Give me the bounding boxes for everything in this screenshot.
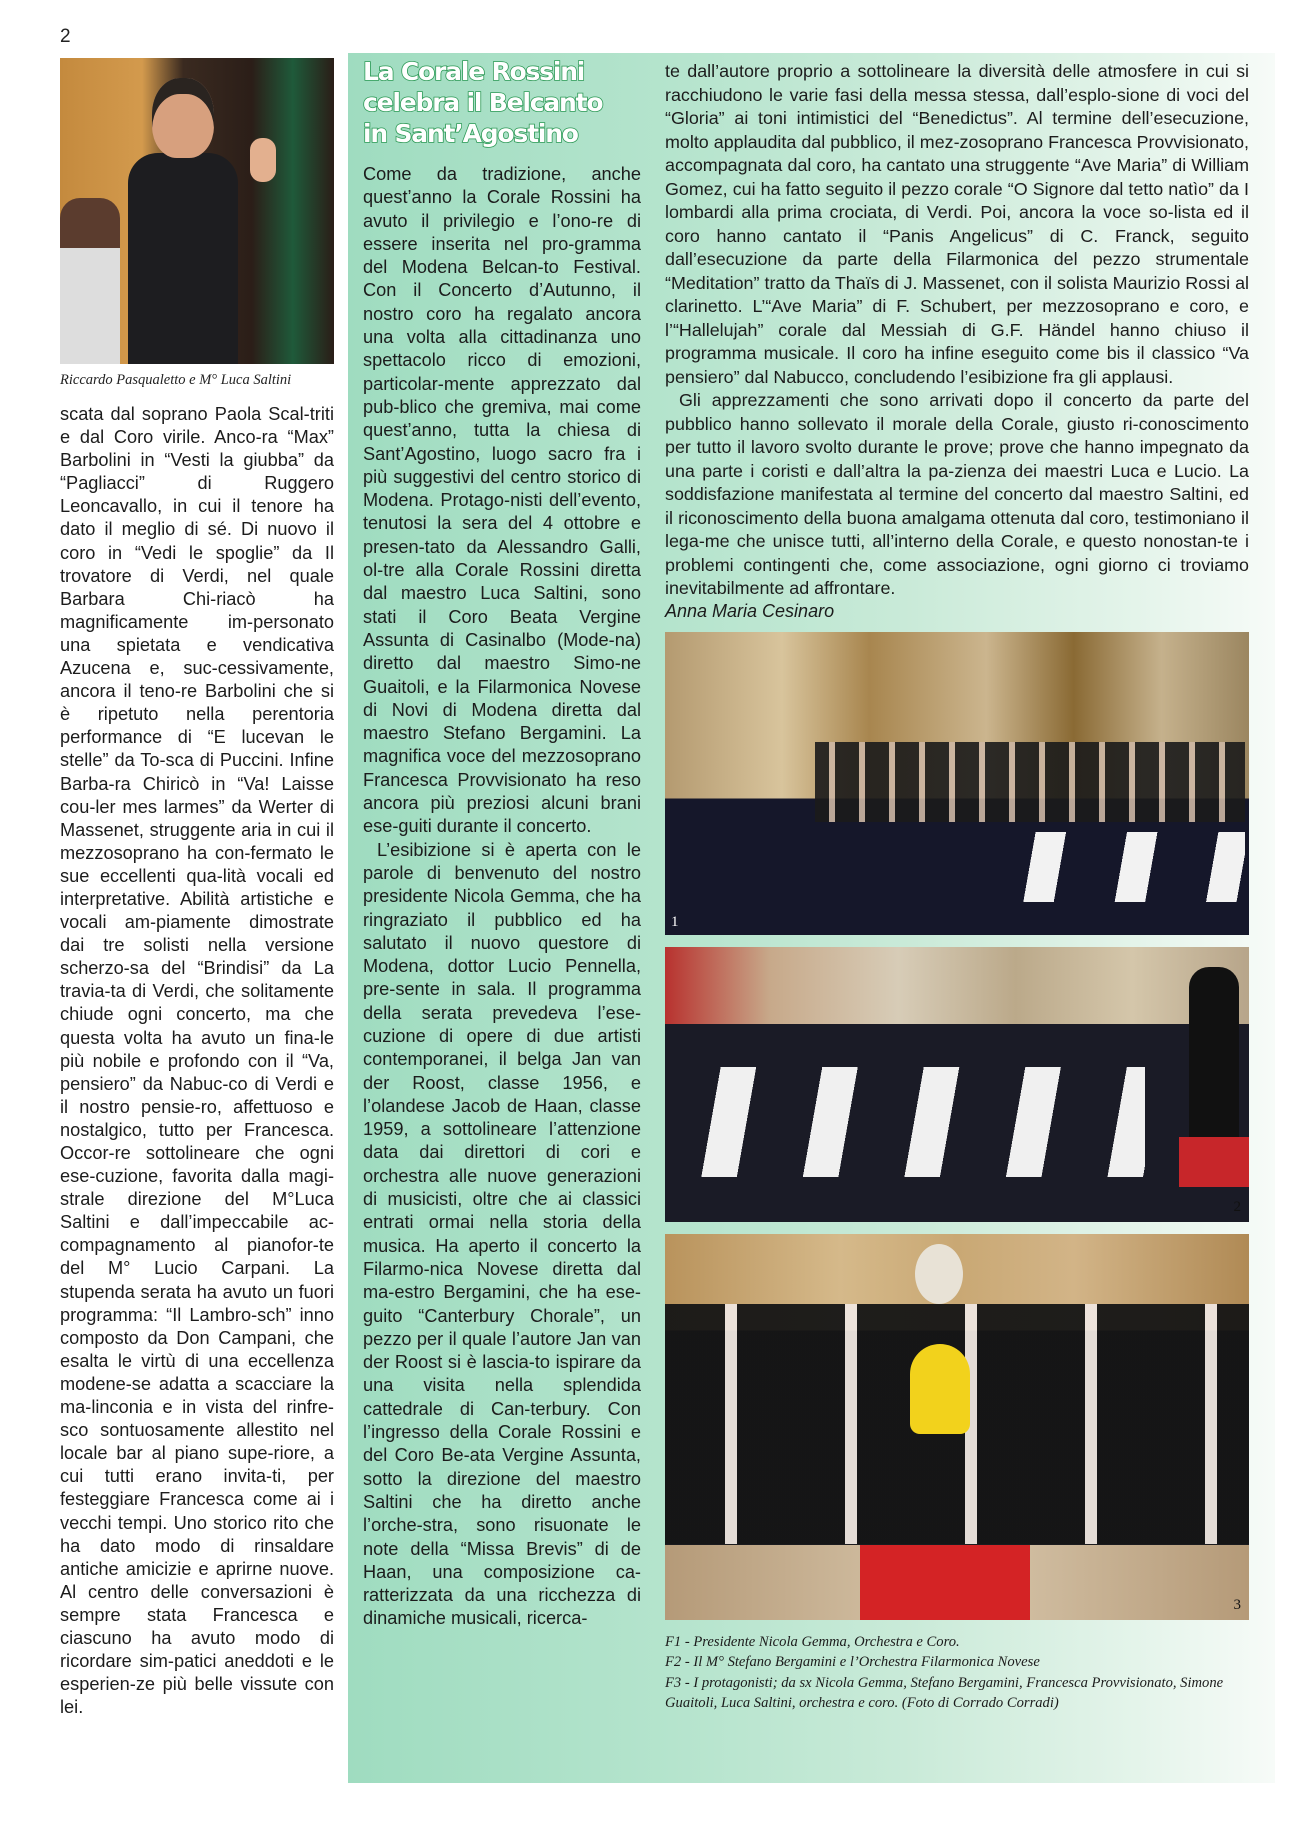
photo-2 xyxy=(665,947,1249,1222)
caption-f2: F2 - Il M° Stefano Bergamini e l’Orchestra Filarmonica Novese xyxy=(665,1654,1040,1670)
title-line: in Sant’Agostino xyxy=(363,119,578,148)
photo-music-sheets xyxy=(995,832,1245,902)
photo-choir xyxy=(815,742,1245,822)
left-column xyxy=(60,58,334,1719)
page-number: 2 xyxy=(60,26,71,47)
photo-podium xyxy=(1179,1137,1249,1187)
article-paragraph: te dall’autore proprio a sottolineare la diversità delle atmosfere in cui si racchiudono le varie fasi della messa stessa, dall’esplo-sione di voci del “Gloria” ai toni intimistici del “Benedictus”. Al termine dell’esecuzione, molto applaudita dal pubblico, il mez-zosoprano Francesca Provvisionato, accompagnata dal coro, ha cantato una struggente “Ave Maria” di William Gomez, cui ha fatto seguito il pezzo corale “O Signore dal tetto natìo” da I lombardi alla prima crociata, di Verdi. Poi, ancora la voce so-lista ed il coro hanno cantato il “Panis Angelicus” di C. Franck, seguito dall’esecuzione da parte della Filarmonica del pezzo strumentale “Meditation” tratto da Thaïs di J. Massenet, con il solista Maurizio Rossi al clarinetto. L’“Ave Maria” di F. Schubert, per mezzosoprano e coro, e l’“Hallelujah” corale dal Messiah di G.F. Händel hanno chiuso il programma musicale. Il coro ha infine eseguito come bis il classico “Va pensiero” dal Nabucco, concludendo l’esibizione fra gli applausi. xyxy=(665,61,1249,387)
middle-column xyxy=(363,56,641,1631)
photo-conductor-hand xyxy=(250,138,276,182)
title-line: celebra il Belcanto xyxy=(363,88,603,117)
photo-number: 1 xyxy=(671,913,679,930)
photo-red-carpet xyxy=(860,1545,1030,1620)
photo-flower-bouquet xyxy=(910,1344,970,1434)
photo-conductor xyxy=(1189,967,1239,1152)
photo-captions xyxy=(665,1632,1249,1714)
caption-f3: F3 - I protagonisti; da sx Nicola Gemma, Stefano Bergamini, Francesca Provvisionato, Simone Guaitoli, Luca Saltini, orchestra e coro. (Foto di Corrado Corradi) xyxy=(665,1674,1224,1711)
portrait-photo xyxy=(60,58,334,364)
photo-conductor-head xyxy=(152,78,214,158)
caption-f1: F1 - Presidente Nicola Gemma, Orchestra e Coro. xyxy=(665,1633,960,1650)
photo-number: 2 xyxy=(1233,1198,1241,1215)
photo-number: 3 xyxy=(1233,1596,1241,1613)
left-column-text: scata dal soprano Paola Scal-triti e dal Coro virile. Anco-ra “Max” Barbolini in “Vesti la giubba” da “Pagliacci” di Ruggero Leoncavallo, in cui il tenore ha dato il meglio di sé. Di nuovo il coro in “Vedi le spoglie” da Il trovatore di Verdi, nel quale Barbara Chi-riacò ha magnificamente im-personato una spietata e vendicativa Azucena e, suc-cessivamente, ancora il teno-re Barbolini che si è ripetuto nella perentoria performance di “E lucevan le stelle” da To-sca di Puccini. Infine Barba-ra Chiricò in “Va! Laisse cou-ler mes larmes” da Werter di Massenet, struggente aria in cui il mezzosoprano ha con-fermato le sue eccellenti qua-lità vocali ed interpretative. Abilità artistiche e vocali am-piamente dimostrate dai tre solisti nella versione scherzo-sa del “Brindisi” da La travia-ta di Verdi, che solitamente chiude ogni concerto, ma che questa volta ha avuto un fina-le più nobile e profondo con il “Va, pensiero” da Nabuc-co di Verdi e il nostro pensie-ro, affettuoso e nostalgico, tutto per Francesca. Occor-re sottolineare che ogni ese-cuzione, favorita dalla magi-strale direzione del M°Luca Saltini e dall’impeccabile ac-compagnamento al pianofor-te del M° Lucio Carpani. La stupenda serata ha avuto un fuori programma: “Il Lambro-sch” inno composto da Don Campani, che esalta le virtù di una eccellenza modene-se adatta a scacciare la ma-linconia e in vista del rinfre-sco sontuosamente allestito nel locale bar al piano supe-riore, a cui tutti erano invita-ti, per festeggiare Francesca come ai i vecchi tempi. Uno storico rito che ha dato modo di rinsaldare antiche amicizie e aprirne nuove. Al centro delle conversazioni è sempre stata Francesca e ciascuno ha avuto modo di ricordare sim-patici aneddoti e le esperien-ze più belle vissute con lei. xyxy=(60,404,334,1718)
article-author: Anna Maria Cesinaro xyxy=(665,600,835,621)
article-paragraph: Gli apprezzamenti che sono arrivati dopo il concerto da parte del pubblico hanno sollevato il morale della Corale, giusto ri-conoscimento per tutto il lavoro svolto durante le prove; prove che hanno impegnato da una parte i coristi e dall’altra la pa-zienza dei maestri Luca e Lucio. La soddisfazione manifestata al termine del concerto dal maestro Saltini, ed il riconoscimento della buona amalgama ottenuta dal coro, testimoniano il lega-me che unisce tutti, all’interno della Corale, e questo nonostan-te i problemi contingenti che, come associazione, ogni giorno ci troviamo inevitabilmente ad affrontare. xyxy=(665,390,1249,598)
article-paragraph: Come da tradizione, anche quest’anno la Corale Rossini ha avuto il privilegio e l’ono-re di essere inserita nel pro-gramma del Modena Belcan-to Festival. Con il Concerto d’Autunno, il nostro coro ha regalato ancora una volta alla cittadinanza uno spettacolo ricco di emozioni, particolar-mente apprezzato dal pub-blico che gremiva, mai come quest’anno, tutta la chiesa di Sant’Agostino, luogo sacro fra i più suggestivi del centro storico di Modena. Protago-nisti dell’evento, tenutosi la sera del 4 ottobre e presen-tato da Alessandro Galli, ol-tre alla Corale Rossini diretta dal maestro Luca Saltini, sono stati il Coro Beata Vergine Assunta di Casinalbo (Mode-na) diretto dal maestro Simo-ne Guaitoli, e la Filarmonica Novese di Novi di Modena diretta dal maestro Stefano Bergamini. La magnifica voce del mezzosoprano Francesca Provvisionato ha reso ancora più preziosi alcuni brani ese-guiti durante il concerto. xyxy=(363,164,641,837)
photo-1 xyxy=(665,632,1249,935)
photo-side-person xyxy=(60,198,120,364)
title-line: La Corale Rossini xyxy=(363,57,585,86)
photo-music-sheets xyxy=(675,1067,1145,1177)
portrait-caption: Riccardo Pasqualetto e M° Luca Saltini xyxy=(60,372,292,388)
right-column xyxy=(665,60,1249,1714)
article-title xyxy=(363,56,641,149)
article-paragraph: L’esibizione si è aperta con le parole di benvenuto del nostro presidente Nicola Gemma, che ha ringraziato il pubblico ed ha salutato il nuovo questore di Modena, dottor Lucio Pennella, pre-sente in sala. Il programma della serata prevedeva l’ese-cuzione di opere di due artisti contemporanei, il belga Jan van der Roost, classe 1956, e l’olandese Jacob de Haan, classe 1959, a sottolineare l’attenzione data dai direttori di cori e orchestra alle nuove generazioni di musicisti, oltre che ai classici entrati ormai nella storia della musica. Ha aperto il concerto la Filarmo-nica Novese diretta dal ma-estro Bergamini, che ha ese-guito “Canterbury Chorale”, un pezzo per il quale l’autore Jan van der Roost si è lascia-to ispirare da una visita nella splendida cattedrale di Can-terbury. Con l’ingresso della Corale Rossini e del Coro Be-ata Vergine Assunta, sotto la direzione del maestro Saltini che ha diretto anche l’orche-stra, sono risuonate le note della “Missa Brevis” di de Haan, una composizione ca-ratterizzata da una ricchezza di dinamiche musicali, ricerca- xyxy=(363,839,641,1629)
photo-3 xyxy=(665,1234,1249,1620)
photo-conductor-body xyxy=(128,153,238,364)
photo-soloist xyxy=(915,1244,963,1304)
